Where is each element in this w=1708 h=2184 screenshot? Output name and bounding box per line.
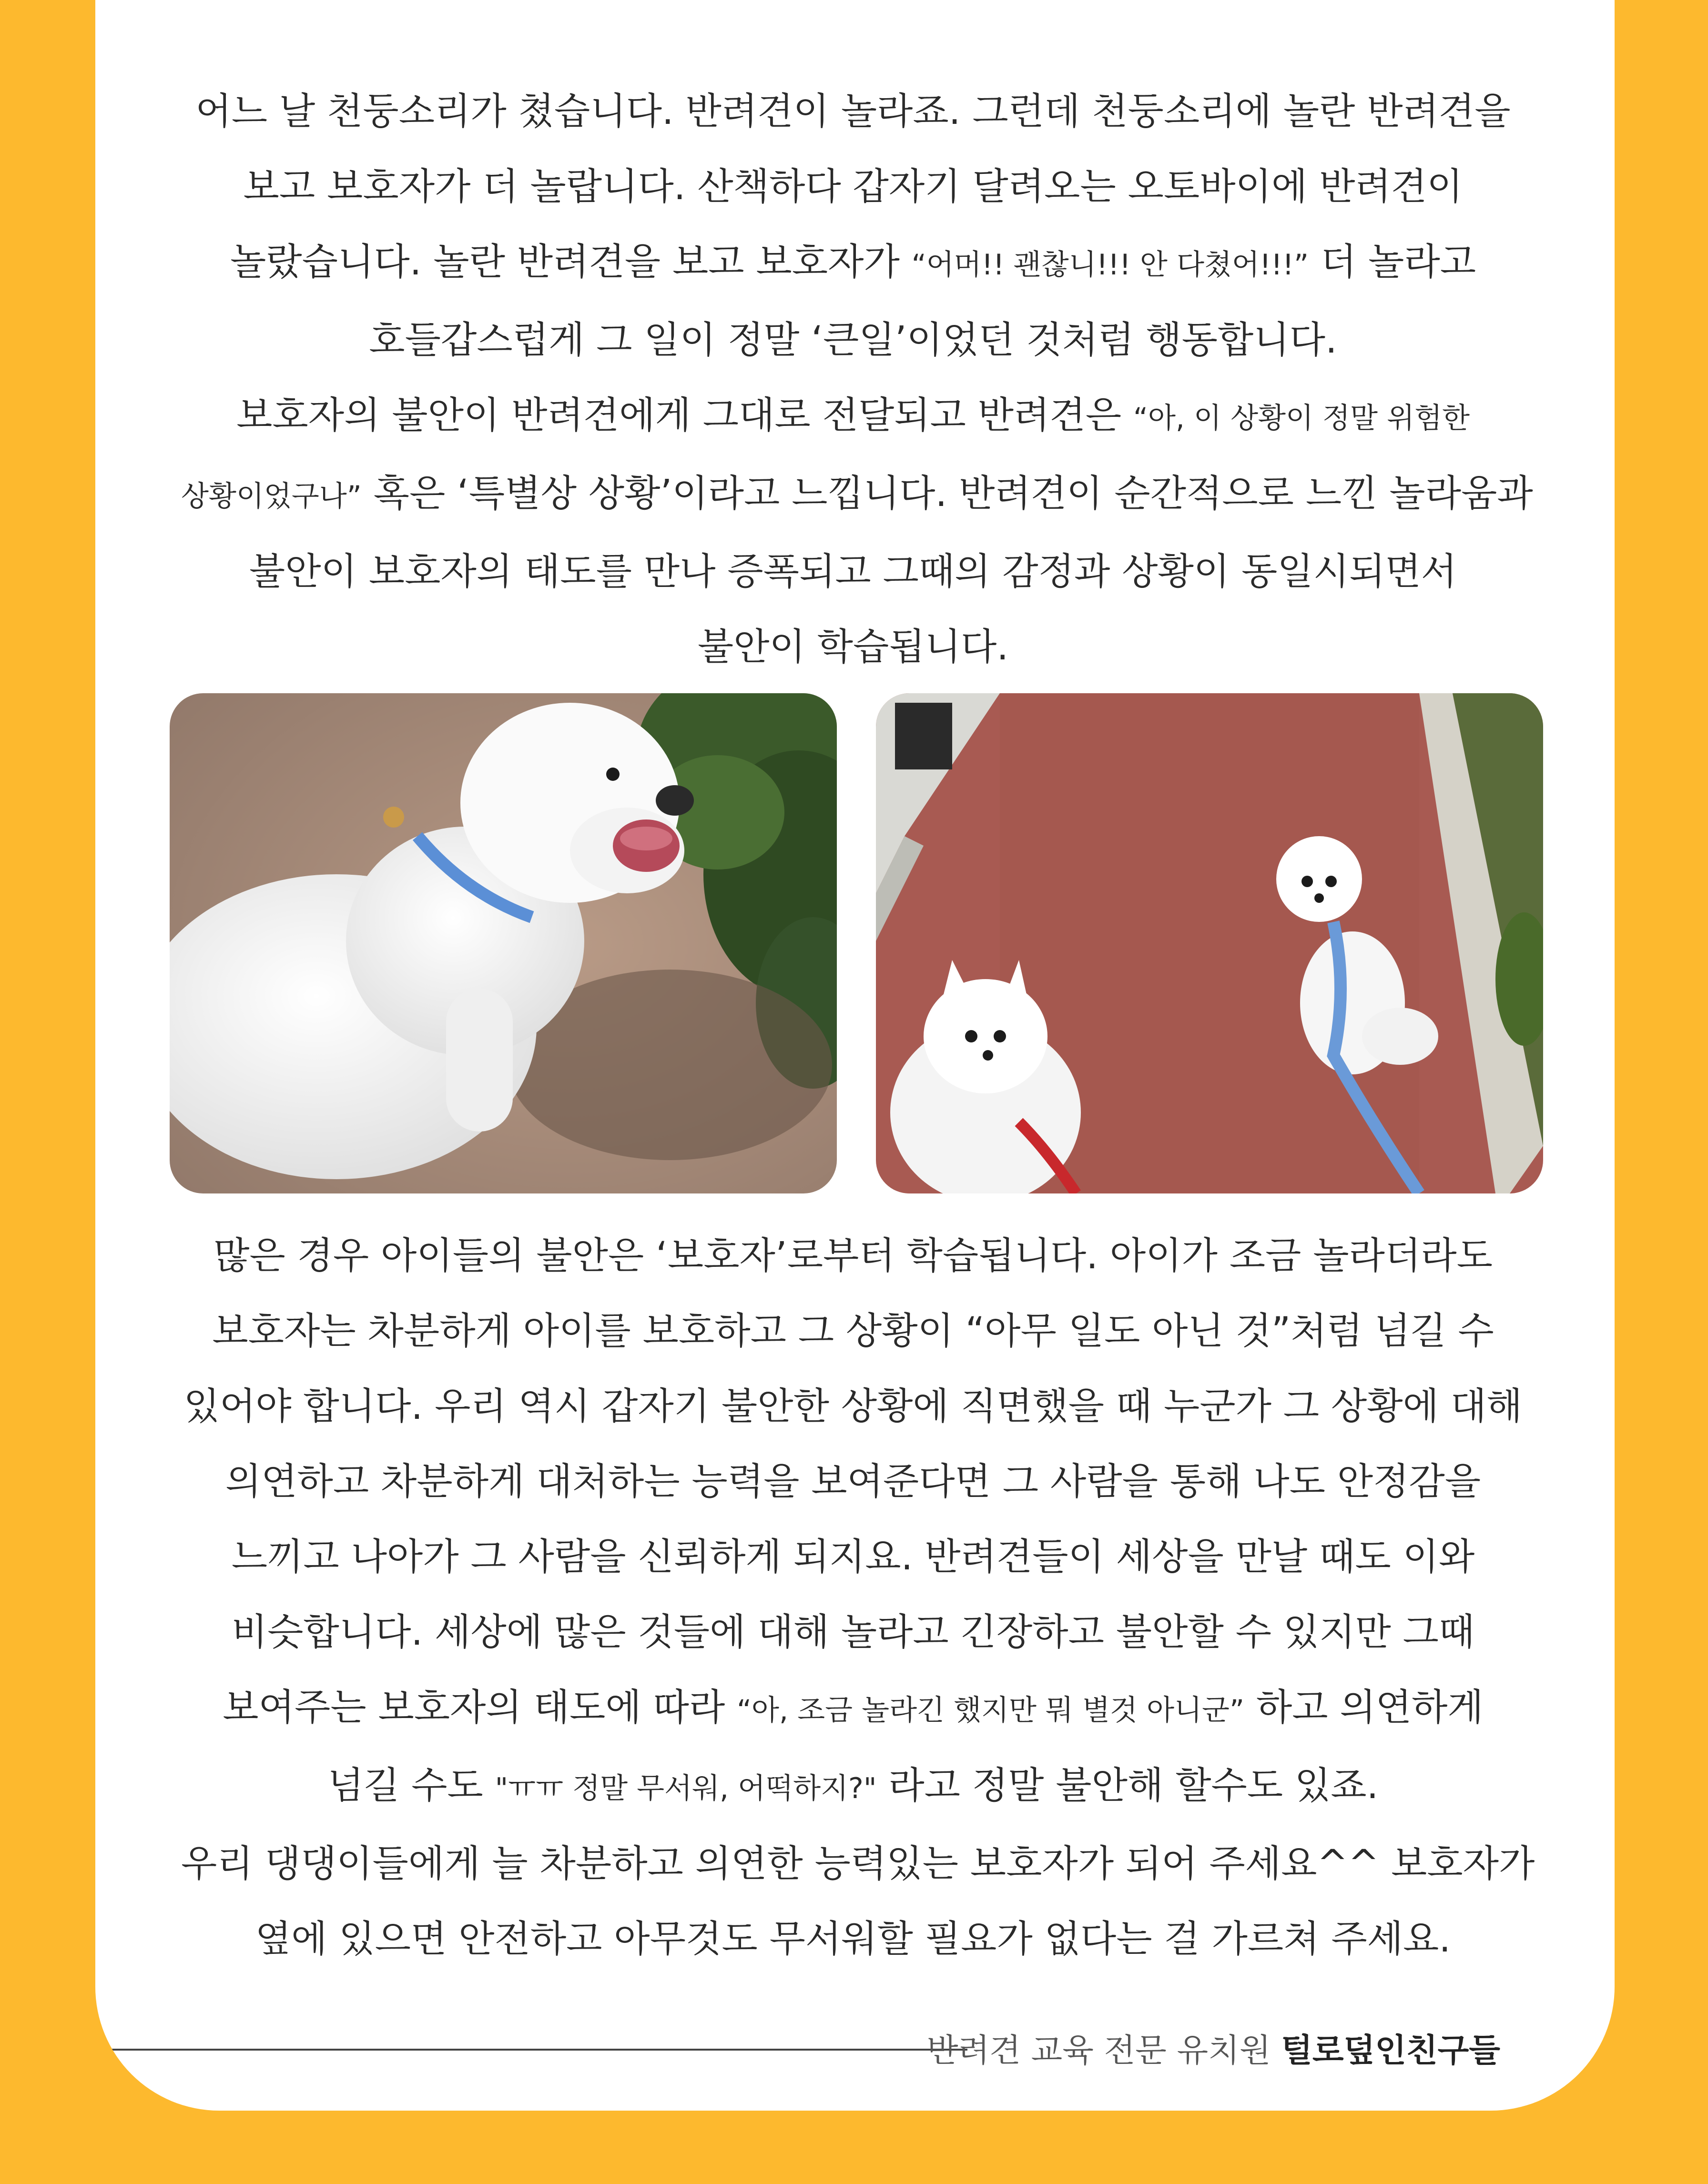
quote-text: “아, 이 상황이 정말 위험한 [1133,402,1470,435]
quote-text: “어머!! 괜찮니!!! 안 다쳤어!!!” [911,248,1309,282]
text-segment: 놀랐습니다. 놀란 반려견을 보고 보호자가 [230,241,912,283]
text-line: 호들갑스럽게 그 일이 정말 ‘큰일’이었던 것처럼 행동합니다. [369,319,1337,362]
text-segment: 하고 의연하게 [1244,1686,1484,1729]
text-line: 보고 보호자가 더 놀랍니다. 산책하다 갑자기 달려오는 오토바이에 반려견이 [243,165,1463,208]
quote-text: "ㅠㅠ 정말 무서워, 어떡하지?" [495,1772,877,1805]
text-segment: 보여주는 보호자의 태도에 따라 [223,1686,737,1729]
text-line [181,1748,1525,1826]
footer-brand: 털로덮인친구들 [1281,2032,1500,2070]
footer-credit [927,2025,1500,2071]
paragraph-main [181,1218,1535,1977]
text-line: 비슷합니다. 세상에 많은 것들에 대해 놀라고 긴장하고 불안할 수 있지만 그때 [231,1611,1475,1654]
text-segment: 보호자의 불안이 반려견에게 그대로 전달되고 반려견은 [236,394,1133,437]
paragraph-intro [181,74,1533,685]
text-line: 옆에 있으면 안전하고 아무것도 무서워할 필요가 없다는 걸 가르쳐 주세요. [255,1918,1451,1961]
text-segment: 혹은 ‘특별상 상황’이라고 느낍니다. 반려견이 순간적으로 느낀 놀라움과 [361,472,1533,515]
text-line: 의연하고 차분하게 대처하는 능력을 보여준다면 그 사람을 통해 나도 안정감을 [225,1460,1481,1503]
footer-prefix: 반려견 교육 전문 유치원 [926,2032,1281,2070]
text-line: 많은 경우 아이들의 불안은 ‘보호자’로부터 학습됩니다. 아이가 조금 놀라더라도 [214,1234,1493,1277]
footer-divider [105,2049,967,2051]
text-line: 느끼고 나아가 그 사람을 신뢰하게 되지요. 반려견들이 세상을 만날 때도 이와 [231,1536,1475,1578]
quote-text: 상황이었구나” [181,480,362,513]
photo-dogs-right [876,693,1543,1193]
text-line [181,1670,1525,1748]
quote-text: “아, 조금 놀라긴 했지만 뭐 별것 아니군” [736,1694,1245,1727]
text-segment: 더 놀라고 [1309,241,1476,283]
photo-dog-left [170,693,837,1193]
text-line: 어느 날 천둥소리가 쳤습니다. 반려견이 놀라죠. 그런데 천둥소리에 놀란 반려견을 [195,90,1511,133]
text-line: 있어야 합니다. 우리 역시 갑자기 불안한 상황에 직면했을 때 누군가 그 상황에 대해 [183,1385,1523,1428]
text-line: 불안이 보호자의 태도를 만나 증폭되고 그때의 감정과 상황이 동일시되면서 [249,550,1457,593]
text-line: 불안이 학습됩니다. [697,626,1009,668]
text-segment: 라고 정말 불안해 할수도 있죠. [876,1764,1379,1807]
text-line: 우리 댕댕이들에게 늘 차분하고 의연한 능력있는 보호자가 되어 주세요^^ 보호자가 [181,1842,1535,1885]
text-line [181,456,1533,534]
content-card [95,0,1615,2111]
text-line [181,378,1525,456]
text-segment: 넘길 수도 [327,1764,495,1807]
text-line [181,224,1525,303]
text-line: 보호자는 차분하게 아이를 보호하고 그 상황이 “아무 일도 아닌 것”처럼 넘길 수 [212,1310,1494,1353]
